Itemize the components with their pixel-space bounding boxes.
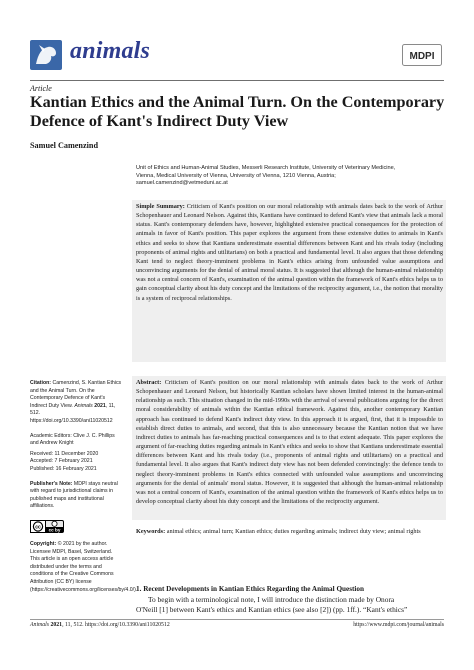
keywords <box>136 527 446 536</box>
simple-summary <box>132 200 446 362</box>
copyright-label: Copyright: <box>30 541 57 547</box>
affiliation <box>136 165 448 188</box>
section-heading: 1. Recent Developments in Kantian Ethics Regarding the Animal Question <box>136 585 365 593</box>
academic-editors: Academic Editors: Clive J. C. Phillips and Andrew Knight <box>30 432 115 447</box>
body-line: To begin with a terminological note, I will introduce the distinction made by Onora <box>148 595 395 604</box>
citation-journal: Animals <box>74 402 93 409</box>
mdpi-logo-text: MDPI <box>409 51 435 62</box>
footer-journal: Animals <box>30 622 50 628</box>
affiliation-line: Vienna, Medical University of Vienna, University of Vienna, 1210 Vienna, Austria; <box>136 172 336 179</box>
affiliation-line: Unit of Ethics and Human-Animal Studies, Messerli Research Institute, University of Veterinary Medicine, <box>136 165 396 171</box>
sidebar-metadata <box>30 380 122 511</box>
footer-citation <box>30 622 170 628</box>
keywords-label: Keywords: <box>136 528 166 535</box>
abstract-text: Criticism of Kant's position on our moral relationship with animals dates back to the work of Arthur Schopenhauer and Leonard Nelson, but historically Kantian scholars have shown limited interest in the human-animal relationship as such. This situation changed in the mid-1990s with the arrival of several publications arguing for the direct moral considerability of animals within the Kantian ethical framework. Against this, another contemporary Kantian approach has continued to defend Kant's indirect duty view. In this approach it is argued, first, that it is impossible to establish direct duties to animals, and second, that this is also unnecessary because the Kantian notion that we have indirect duties to animals has far-reaching practical consequences and is to that extent adequate. This paper explores the argument of far-reaching duties regarding animals in Kant's ethics and seeks to show that Kantians underestimate essential differences between Kant and his rivals today (i.e., proponents of animal rights and utilitarians) on a practical and fundamental level. It also argues that Kant's indirect duty view has not been defended convincingly: the defence tends to neglect theory-imminent problems in Kant's ethics connected with unfounded value assumptions and unconvincing arguments for the denial of animals' moral status. However, it is suggested that although the human-animal relationship was not a central concern of Kant's, examination of the animal question within the framework of Kant's ethics helps us to develop conceptual clarity about his duty concept and the limitations of the reciprocity argument. <box>136 379 444 506</box>
header-rule <box>30 80 444 81</box>
footer-year: 2021 <box>50 622 63 628</box>
accepted-date: Accepted: 7 February 2021 <box>30 458 93 465</box>
cc-badge-text: cc by <box>48 527 61 533</box>
simple-summary-text: Criticism of Kant's position on our moral relationship with animals dates back to the work of Arthur Schopenhauer and Leonard Nelson. Against this, Kantians have continued to defend Kant's view that animals lack a moral status. Kant's contemporary defenders have, however, highlighted extensive practical consequences for the protection of animals in favor of Kant's position. This paper explores the argument from these extensive duties to animals in Kant's ethics and seeks to show that Kantians underestimate essential differences between Kant and his rivals today (including proponents of animal rights and utilitarians) on both a practical and fundamental level. It also argues that those defending Kant tend to neglect theory-imminent problems in Kant's ethics arising from unfounded value assumptions and unconvincing arguments for the denial of animal moral status. It is suggested that although the human-animal relationship was not a central concern of Kant's, examination of the animal question within the framework of Kant's ethics helps us to gain conceptual clarity about his duty concept and the limitations of the reciprocity argument, i.e., the notion that morality is a system of reciprocal relationships. <box>136 203 444 302</box>
journal-logo-icon <box>30 40 62 70</box>
citation-label: Citation: <box>30 380 52 386</box>
footer-doi[interactable]: , 11, 512. https://doi.org/10.3390/ani11020512 <box>62 622 170 628</box>
citation-text: Camenzind, S. Kantian Ethics and the Animal Turn. On the Contemporary Defence of Kant's Indirect Duty View. <box>30 380 122 409</box>
citation: Citation: Camenzind, S. Kantian Ethics and the Animal Turn. On the Contemporary Defence of Kant's Indirect Duty View. Animals 2021, 11, 512. https://doi.org/10.3390/ani11020512 <box>30 380 122 424</box>
abstract <box>132 376 446 520</box>
received-date: Received: 11 December 2020 <box>30 450 99 457</box>
footer-rule <box>30 619 444 620</box>
keywords-text: animal ethics; animal turn; Kantian ethics; duties regarding animals; indirect duty view; animal rights <box>166 528 421 535</box>
section-body <box>136 595 446 615</box>
cc-by-license-icon[interactable] <box>30 520 64 533</box>
article-type: Article <box>30 84 52 93</box>
copyright <box>30 541 138 594</box>
author-email[interactable]: samuel.camenzind@vetmeduni.ac.at <box>136 180 228 187</box>
publisher-note-text: MDPI stays neutral with regard to jurisdictional claims in published maps and institutional affiliations. <box>30 480 118 510</box>
abstract-label: Abstract: <box>136 379 162 386</box>
simple-summary-label: Simple Summary: <box>136 203 185 210</box>
body-line: O'Neill [1] between Kant's ethics and Kantian ethics (see also [2]) (pp. 1ff.). “Kant's ethics” <box>136 605 408 614</box>
publisher-note-label: Publisher's Note: <box>30 480 73 487</box>
svg-text:cc: cc <box>35 524 41 531</box>
copyright-text: © 2021 by the author. Licensee MDPI, Basel, Switzerland. This article is an open access article distributed under the terms and conditions of the Creative Commons Attribution (CC BY) license (https://creativecommons.org/licenses/by/4.0/). <box>30 541 138 593</box>
article-title: Kantian Ethics and the Animal Turn. On the Contemporary Defence of Kant's Indirect Duty View <box>30 93 445 130</box>
citation-doi[interactable]: 11, 512. https://doi.org/10.3390/ani11020512 <box>30 402 116 424</box>
footer-journal-url[interactable]: https://www.mdpi.com/journal/animals <box>353 622 444 628</box>
author-name: Samuel Camenzind <box>30 141 99 150</box>
publisher-note <box>30 481 122 511</box>
published-date: Published: 16 February 2021 <box>30 465 97 472</box>
citation-year: 2021 <box>94 402 106 409</box>
mdpi-logo-icon[interactable] <box>402 44 442 66</box>
journal-name[interactable]: animals <box>70 38 151 64</box>
